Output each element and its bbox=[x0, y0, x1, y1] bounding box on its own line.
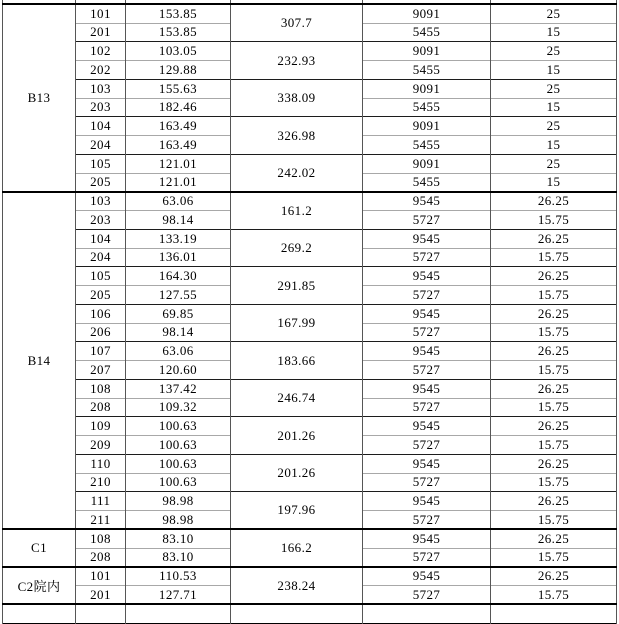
area-cell: 63.06 bbox=[126, 192, 231, 211]
sum-cell: 201.26 bbox=[231, 454, 363, 492]
room-cell: 208 bbox=[76, 398, 126, 417]
sum-cell: 246.74 bbox=[231, 379, 363, 417]
col5-cell: 9545 bbox=[363, 304, 491, 323]
room-cell: 201 bbox=[76, 23, 126, 42]
col5-cell: 5455 bbox=[363, 23, 491, 42]
col5-cell: 9091 bbox=[363, 79, 491, 98]
col5-cell: 9545 bbox=[363, 417, 491, 436]
col5-cell: 9545 bbox=[363, 267, 491, 286]
area-cell: 69.85 bbox=[126, 304, 231, 323]
col5-cell: 9091 bbox=[363, 42, 491, 61]
sum-cell: 307.7 bbox=[231, 4, 363, 42]
col5-cell: 9545 bbox=[363, 492, 491, 511]
room-cell: 211 bbox=[76, 511, 126, 530]
col6-cell: 26.25 bbox=[491, 229, 617, 248]
col6-cell: 25 bbox=[491, 42, 617, 61]
building-cell: C2院内 bbox=[3, 567, 76, 605]
col5-cell: 9091 bbox=[363, 4, 491, 23]
table-body bbox=[3, 0, 617, 623]
room-cell: 104 bbox=[76, 229, 126, 248]
empty-cell bbox=[491, 604, 617, 623]
room-cell: 105 bbox=[76, 267, 126, 286]
area-cell: 164.30 bbox=[126, 267, 231, 286]
area-cell: 103.05 bbox=[126, 42, 231, 61]
room-cell: 205 bbox=[76, 173, 126, 192]
room-cell: 203 bbox=[76, 211, 126, 230]
col6-cell: 26.25 bbox=[491, 379, 617, 398]
room-cell: 103 bbox=[76, 192, 126, 211]
empty-cell bbox=[3, 604, 76, 623]
col5-cell: 9545 bbox=[363, 379, 491, 398]
room-cell: 201 bbox=[76, 586, 126, 605]
room-cell: 111 bbox=[76, 492, 126, 511]
building-cell: C1 bbox=[3, 529, 76, 567]
empty-cell bbox=[231, 604, 363, 623]
table-row bbox=[3, 417, 617, 436]
col6-cell: 26.25 bbox=[491, 342, 617, 361]
col6-cell: 15.75 bbox=[491, 286, 617, 305]
col5-cell: 5455 bbox=[363, 173, 491, 192]
room-cell: 107 bbox=[76, 342, 126, 361]
col6-cell: 15.75 bbox=[491, 398, 617, 417]
col5-cell: 5727 bbox=[363, 286, 491, 305]
area-cell: 153.85 bbox=[126, 4, 231, 23]
room-cell: 105 bbox=[76, 154, 126, 173]
room-cell: 210 bbox=[76, 473, 126, 492]
sum-cell: 183.66 bbox=[231, 342, 363, 380]
col5-cell: 9545 bbox=[363, 229, 491, 248]
area-cell: 155.63 bbox=[126, 79, 231, 98]
col5-cell: 5455 bbox=[363, 136, 491, 155]
room-cell: 101 bbox=[76, 567, 126, 586]
table-row bbox=[3, 4, 617, 23]
partial-bottom-row bbox=[3, 604, 617, 623]
col6-cell: 15 bbox=[491, 23, 617, 42]
area-cell: 121.01 bbox=[126, 173, 231, 192]
table-row bbox=[3, 42, 617, 61]
table-row bbox=[3, 117, 617, 136]
room-cell: 208 bbox=[76, 548, 126, 567]
col6-cell: 15.75 bbox=[491, 586, 617, 605]
col6-cell: 26.25 bbox=[491, 492, 617, 511]
col6-cell: 25 bbox=[491, 79, 617, 98]
sum-cell: 161.2 bbox=[231, 192, 363, 230]
empty-cell bbox=[76, 604, 126, 623]
col5-cell: 9545 bbox=[363, 192, 491, 211]
area-cell: 83.10 bbox=[126, 529, 231, 548]
area-cell: 127.55 bbox=[126, 286, 231, 305]
col6-cell: 15.75 bbox=[491, 473, 617, 492]
col5-cell: 5727 bbox=[363, 548, 491, 567]
table-row bbox=[3, 567, 617, 586]
col6-cell: 15 bbox=[491, 173, 617, 192]
col5-cell: 5727 bbox=[363, 473, 491, 492]
area-cell: 120.60 bbox=[126, 361, 231, 380]
col6-cell: 26.25 bbox=[491, 567, 617, 586]
table-row bbox=[3, 229, 617, 248]
col6-cell: 15.75 bbox=[491, 248, 617, 267]
area-cell: 153.85 bbox=[126, 23, 231, 42]
table-row bbox=[3, 379, 617, 398]
room-cell: 104 bbox=[76, 117, 126, 136]
area-cell: 98.98 bbox=[126, 492, 231, 511]
empty-cell bbox=[363, 604, 491, 623]
area-cell: 136.01 bbox=[126, 248, 231, 267]
col6-cell: 15.75 bbox=[491, 361, 617, 380]
room-cell: 109 bbox=[76, 417, 126, 436]
room-cell: 204 bbox=[76, 136, 126, 155]
table-row bbox=[3, 267, 617, 286]
room-cell: 203 bbox=[76, 98, 126, 117]
area-cell: 100.63 bbox=[126, 473, 231, 492]
empty-cell bbox=[126, 604, 231, 623]
col6-cell: 15.75 bbox=[491, 548, 617, 567]
col5-cell: 5727 bbox=[363, 586, 491, 605]
col6-cell: 25 bbox=[491, 154, 617, 173]
area-cell: 121.01 bbox=[126, 154, 231, 173]
area-cell: 110.53 bbox=[126, 567, 231, 586]
col5-cell: 5727 bbox=[363, 361, 491, 380]
col6-cell: 26.25 bbox=[491, 304, 617, 323]
table-row bbox=[3, 192, 617, 211]
room-cell: 206 bbox=[76, 323, 126, 342]
col6-cell: 15 bbox=[491, 61, 617, 80]
col5-cell: 9545 bbox=[363, 454, 491, 473]
table-row bbox=[3, 529, 617, 548]
col6-cell: 15.75 bbox=[491, 323, 617, 342]
area-cell: 98.14 bbox=[126, 211, 231, 230]
area-cell: 98.98 bbox=[126, 511, 231, 530]
area-cell: 163.49 bbox=[126, 117, 231, 136]
col5-cell: 9545 bbox=[363, 529, 491, 548]
area-cell: 98.14 bbox=[126, 323, 231, 342]
table-row bbox=[3, 342, 617, 361]
col6-cell: 15 bbox=[491, 136, 617, 155]
area-cell: 182.46 bbox=[126, 98, 231, 117]
area-cell: 63.06 bbox=[126, 342, 231, 361]
col6-cell: 15 bbox=[491, 98, 617, 117]
col5-cell: 5727 bbox=[363, 211, 491, 230]
sum-cell: 232.93 bbox=[231, 42, 363, 80]
area-cell: 109.32 bbox=[126, 398, 231, 417]
room-cell: 207 bbox=[76, 361, 126, 380]
building-cell: B14 bbox=[3, 192, 76, 530]
room-cell: 102 bbox=[76, 42, 126, 61]
col5-cell: 5727 bbox=[363, 248, 491, 267]
col5-cell: 5727 bbox=[363, 323, 491, 342]
area-cell: 163.49 bbox=[126, 136, 231, 155]
sum-cell: 201.26 bbox=[231, 417, 363, 455]
col5-cell: 5727 bbox=[363, 511, 491, 530]
table-row bbox=[3, 79, 617, 98]
col5-cell: 9545 bbox=[363, 567, 491, 586]
col6-cell: 26.25 bbox=[491, 529, 617, 548]
col6-cell: 15.75 bbox=[491, 211, 617, 230]
table-row bbox=[3, 492, 617, 511]
room-cell: 108 bbox=[76, 379, 126, 398]
sum-cell: 269.2 bbox=[231, 229, 363, 267]
room-cell: 202 bbox=[76, 61, 126, 80]
col6-cell: 26.25 bbox=[491, 417, 617, 436]
room-cell: 209 bbox=[76, 436, 126, 455]
sum-cell: 242.02 bbox=[231, 154, 363, 192]
room-cell: 108 bbox=[76, 529, 126, 548]
col5-cell: 9545 bbox=[363, 342, 491, 361]
room-cell: 110 bbox=[76, 454, 126, 473]
area-cell: 129.88 bbox=[126, 61, 231, 80]
sum-cell: 197.96 bbox=[231, 492, 363, 530]
col5-cell: 5727 bbox=[363, 398, 491, 417]
building-cell: B13 bbox=[3, 4, 76, 192]
col6-cell: 26.25 bbox=[491, 267, 617, 286]
sum-cell: 167.99 bbox=[231, 304, 363, 342]
col6-cell: 26.25 bbox=[491, 454, 617, 473]
room-cell: 103 bbox=[76, 79, 126, 98]
room-cell: 204 bbox=[76, 248, 126, 267]
table-row bbox=[3, 454, 617, 473]
area-cell: 133.19 bbox=[126, 229, 231, 248]
col6-cell: 15.75 bbox=[491, 436, 617, 455]
area-cell: 100.63 bbox=[126, 454, 231, 473]
sum-cell: 326.98 bbox=[231, 117, 363, 155]
col5-cell: 9091 bbox=[363, 154, 491, 173]
table-row bbox=[3, 154, 617, 173]
area-cell: 127.71 bbox=[126, 586, 231, 605]
col6-cell: 26.25 bbox=[491, 192, 617, 211]
col6-cell: 25 bbox=[491, 117, 617, 136]
room-cell: 101 bbox=[76, 4, 126, 23]
col5-cell: 5455 bbox=[363, 61, 491, 80]
table-row bbox=[3, 304, 617, 323]
sum-cell: 291.85 bbox=[231, 267, 363, 305]
col6-cell: 15.75 bbox=[491, 511, 617, 530]
sum-cell: 166.2 bbox=[231, 529, 363, 567]
sum-cell: 238.24 bbox=[231, 567, 363, 605]
area-cell: 100.63 bbox=[126, 436, 231, 455]
sum-cell: 338.09 bbox=[231, 79, 363, 117]
area-cell: 137.42 bbox=[126, 379, 231, 398]
col5-cell: 9091 bbox=[363, 117, 491, 136]
room-cell: 106 bbox=[76, 304, 126, 323]
col5-cell: 5727 bbox=[363, 436, 491, 455]
room-cell: 205 bbox=[76, 286, 126, 305]
area-cell: 83.10 bbox=[126, 548, 231, 567]
room-area-table bbox=[2, 0, 617, 624]
area-cell: 100.63 bbox=[126, 417, 231, 436]
col6-cell: 25 bbox=[491, 4, 617, 23]
col5-cell: 5455 bbox=[363, 98, 491, 117]
